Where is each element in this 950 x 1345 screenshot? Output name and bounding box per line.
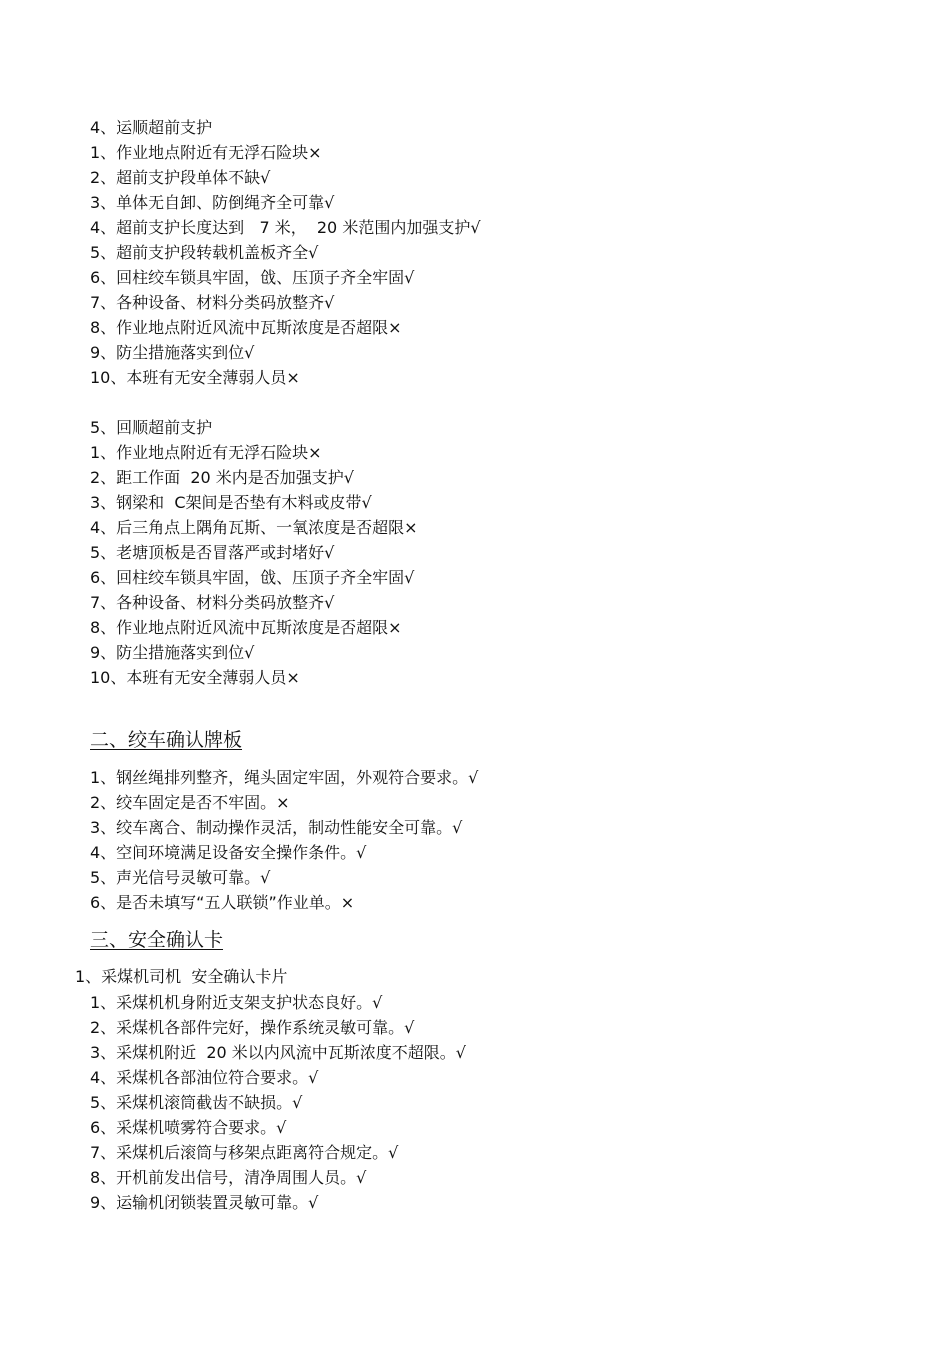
list-item: 10、本班有无安全薄弱人员× <box>90 668 300 687</box>
list-item: 1、采煤机机身附近支架支护状态良好。√ <box>90 993 383 1012</box>
list-item: 7、采煤机后滚筒与移架点距离符合规定。√ <box>90 1143 399 1162</box>
section-a-title: 4、运顺超前支护 <box>90 118 213 137</box>
list-item: 8、作业地点附近风流中瓦斯浓度是否超限× <box>90 318 402 337</box>
list-item: 5、声光信号灵敏可靠。√ <box>90 868 271 887</box>
list-item: 9、防尘措施落实到位√ <box>90 343 255 362</box>
list-item: 4、采煤机各部油位符合要求。√ <box>90 1068 319 1087</box>
list-item: 5、采煤机滚筒截齿不缺损。√ <box>90 1093 303 1112</box>
section-heading: 二、绞车确认牌板 <box>90 729 243 751</box>
list-item: 9、防尘措施落实到位√ <box>90 643 255 662</box>
list-item: 5、老塘顶板是否冒落严或封堵好√ <box>90 543 335 562</box>
list-item: 1、作业地点附近有无浮石险块× <box>90 443 322 462</box>
list-item: 2、绞车固定是否不牢固。× <box>90 793 290 812</box>
list-item: 7、各种设备、材料分类码放整齐√ <box>90 593 335 612</box>
list-item: 8、开机前发出信号，清净周围人员。√ <box>90 1168 367 1187</box>
list-item: 4、超前支护长度达到 7 米， 20 米范围内加强支护√ <box>90 218 481 237</box>
list-item: 3、钢梁和 C架间是否垫有木料或皮带√ <box>90 493 372 512</box>
list-item: 4、后三角点上隅角瓦斯、一氧浓度是否超限× <box>90 518 418 537</box>
card-subtitle: 1、采煤机司机 安全确认卡片 <box>75 967 288 986</box>
list-item: 1、作业地点附近有无浮石险块× <box>90 143 322 162</box>
list-item: 8、作业地点附近风流中瓦斯浓度是否超限× <box>90 618 402 637</box>
list-item: 6、回柱绞车锁具牢固，戗、压顶子齐全牢固√ <box>90 568 415 587</box>
list-item: 3、采煤机附近 20 米以内风流中瓦斯浓度不超限。√ <box>90 1043 466 1062</box>
list-item: 3、单体无自卸、防倒绳齐全可靠√ <box>90 193 335 212</box>
list-item: 2、距工作面 20 米内是否加强支护√ <box>90 468 354 487</box>
list-item: 10、本班有无安全薄弱人员× <box>90 368 300 387</box>
list-item: 3、绞车离合、制动操作灵活，制动性能安全可靠。√ <box>90 818 463 837</box>
list-item: 6、是否未填写“五人联锁”作业单。× <box>90 893 355 912</box>
list-item: 7、各种设备、材料分类码放整齐√ <box>90 293 335 312</box>
section-heading: 三、安全确认卡 <box>90 929 224 951</box>
list-item: 9、运输机闭锁装置灵敏可靠。√ <box>90 1193 319 1212</box>
list-item: 4、空间环境满足设备安全操作条件。√ <box>90 843 367 862</box>
section-b-title: 5、回顺超前支护 <box>90 418 213 437</box>
list-item: 5、超前支护段转载机盖板齐全√ <box>90 243 319 262</box>
list-item: 6、回柱绞车锁具牢固，戗、压顶子齐全牢固√ <box>90 268 415 287</box>
list-item: 2、超前支护段单体不缺√ <box>90 168 271 187</box>
list-item: 2、采煤机各部件完好，操作系统灵敏可靠。√ <box>90 1018 415 1037</box>
list-item: 1、钢丝绳排列整齐，绳头固定牢固，外观符合要求。√ <box>90 768 479 787</box>
list-item: 6、采煤机喷雾符合要求。√ <box>90 1118 287 1137</box>
